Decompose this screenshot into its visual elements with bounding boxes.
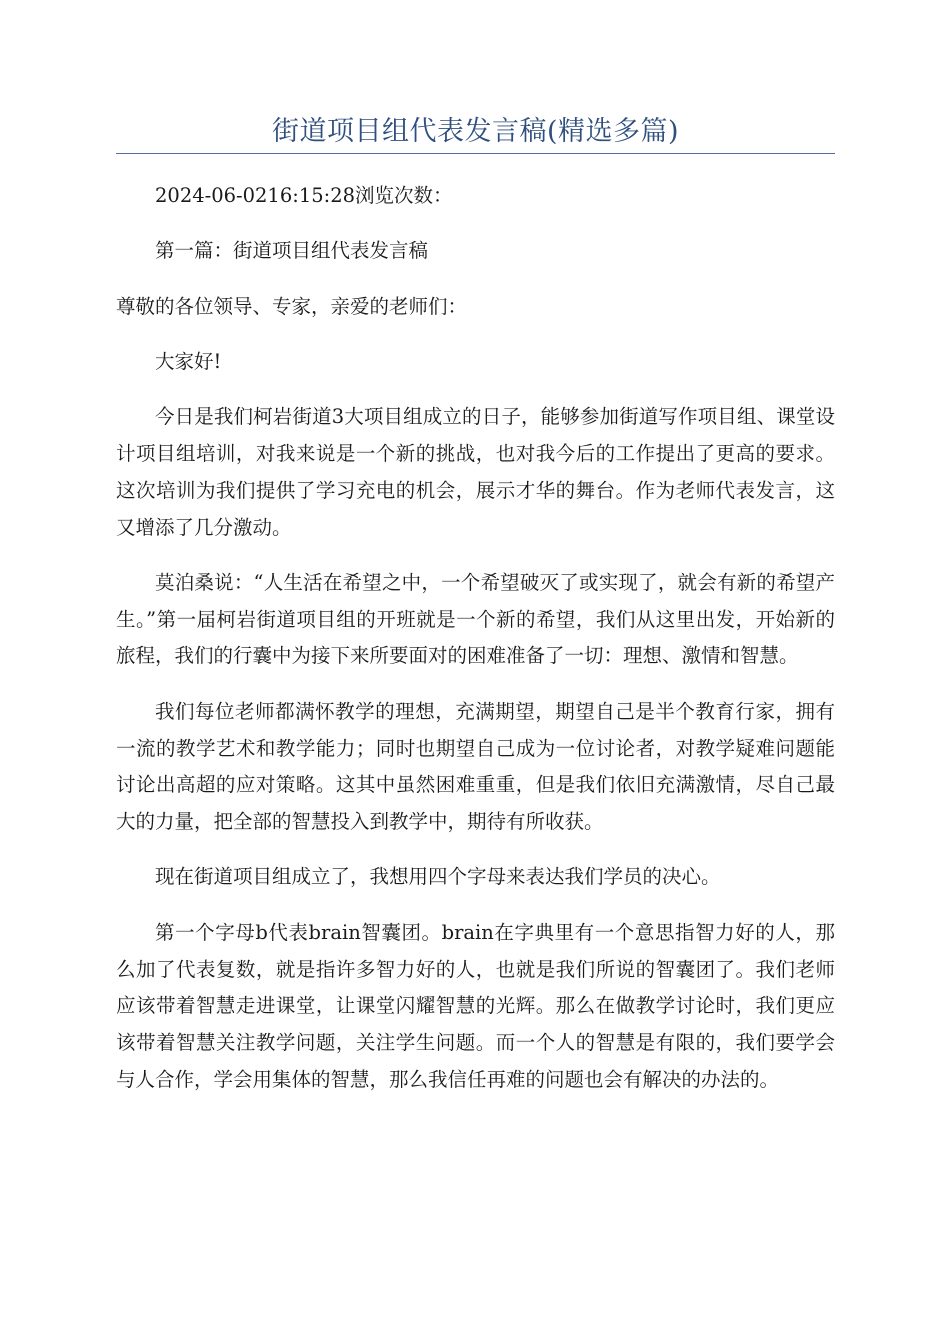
paragraph: 今日是我们柯岩街道3大项目组成立的日子，能够参加街道写作项目组、课堂设计项目组培训，对我来说是一个新的挑战，也对我今后的工作提出了更高的要求。这次培训为我们提供了学习充电的机会，展示才华的舞台。作为老师代表发言，这又增添了几分激动。 (116, 405, 835, 539)
paragraph: 莫泊桑说：“人生活在希望之中，一个希望破灭了或实现了，就会有新的希望产生。”第一届柯岩街道项目组的开班就是一个新的希望，我们从这里出发，开始新的旅程，我们的行囊中为接下来所要面对的困难准备了一切：理想、激情和智慧。 (116, 570, 835, 668)
paragraph: 现在街道项目组成立了，我想用四个字母来表达我们学员的决心。 (155, 865, 721, 889)
paragraph: 第一个字母b代表brain智囊团。brain在字典里有一个意思指智力好的人，那么加了代表复数，就是指许多智力好的人，也就是我们所说的智囊团了。我们老师应该带着智慧走进课堂，让课堂闪耀智慧的光辉。那么在做教学讨论时，我们更应该带着智慧关注教学问题，关注学生问题。而一个人的智慧是有限的，我们要学会与人合作，学会用集体的智慧，那么我信任再难的问题也会有解决的办法的。 (116, 920, 835, 1091)
document-body (116, 178, 835, 1117)
section-heading: 第一篇：街道项目组代表发言稿 (155, 239, 429, 263)
greeting: 大家好! (155, 349, 222, 373)
paragraph: 我们每位老师都满怀教学的理想，充满期望，期望自己是半个教育行家，拥有一流的教学艺术和教学能力；同时也期望自己成为一位讨论者，对教学疑难问题能讨论出高超的应对策略。这其中虽然困难重重，但是我们依旧充满激情，尽自己最大的力量，把全部的智慧投入到教学中，期待有所收获。 (116, 699, 835, 834)
meta-line: 2024-06-0216:15:28浏览次数： (155, 184, 453, 207)
document-title: 街道项目组代表发言稿(精选多篇) (271, 116, 680, 147)
title-divider (116, 153, 835, 154)
salutation: 尊敬的各位领导、专家，亲爱的老师们： (116, 294, 468, 318)
